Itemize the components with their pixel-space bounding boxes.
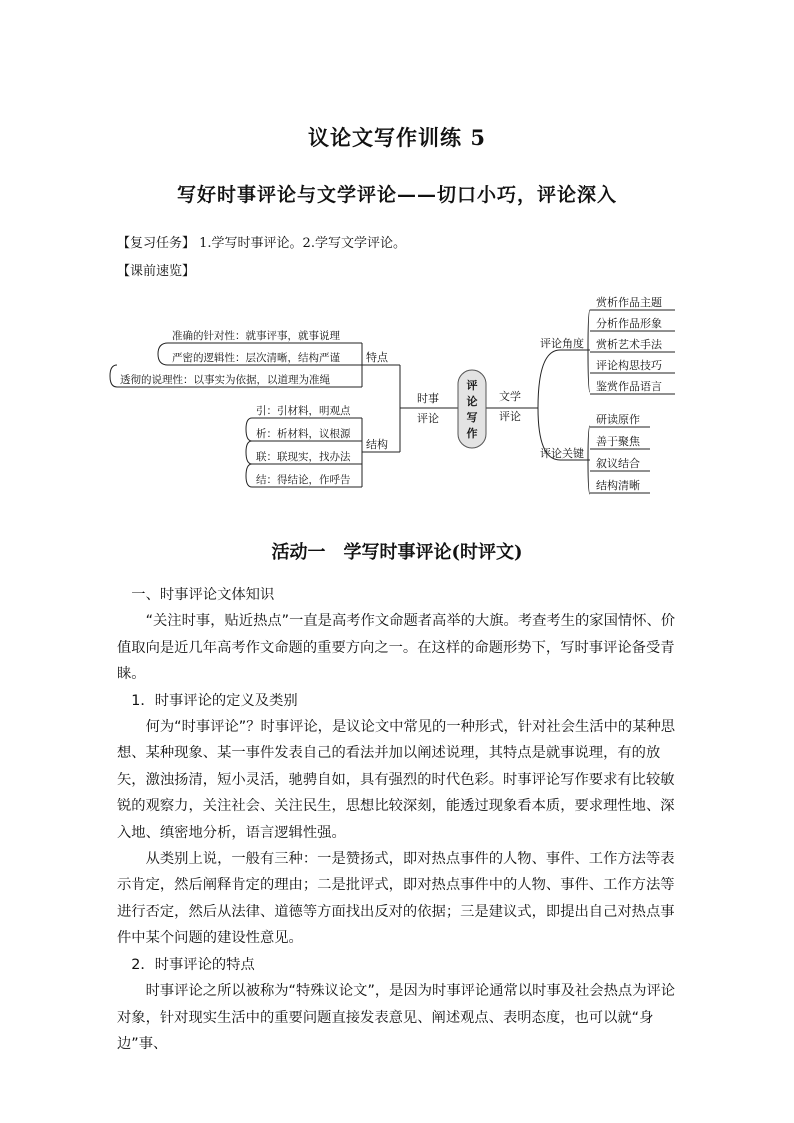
key-4: 结构清晰	[596, 479, 640, 492]
paragraph-1: “关注时事，贴近热点”一直是高考作文命题者高举的大旗。考查考生的家国情怀、价值取向是近几年高考作文命题的重要方向之一。在这样的命题形势下，写时事评论备受青睐。	[117, 613, 676, 683]
key-label: 评论关键	[540, 447, 584, 460]
document-subtitle: 写好时事评论与文学评论——切口小巧，评论深入	[176, 184, 617, 206]
structure-2: 析：析材料，议根源	[256, 428, 351, 440]
paragraph-2: 何为“时事评论”？时事评论，是议论文中常见的一种形式，针对社会生活中的某种思想、某种现象、某一事件发表自己的看法并加以阐述说理，其特点是就事说理，有的放矢，激浊扬清，短小灵活，驰骋自如，具有强烈的时代色彩。时事评论写作要求有比较敏锐的观察力，关注社会、关注民生，思想比较深刻，能透过现象看本质，要求理性地、深入地、缜密地分析，语言逻辑性强。	[117, 719, 676, 841]
paragraph-4: 时事评论之所以被称为“特殊议论文”，是因为时事评论通常以时事及社会热点为评论对象，针对现实生活中的重要问题直接发表意见、阐述观点、表明态度，也可以就“身边”事、	[117, 983, 676, 1052]
preview-tag: 【课前速览】	[117, 264, 196, 279]
structure-label: 结构	[366, 438, 388, 451]
angle-label: 评论角度	[540, 337, 584, 350]
right-branch-line2: 评论	[499, 410, 521, 423]
left-branch-line1: 时事	[417, 392, 439, 405]
angle-1: 赏析作品主题	[596, 296, 662, 309]
center-char-3: 写	[466, 411, 478, 424]
key-2: 善于聚焦	[596, 435, 640, 448]
section-2-heading: 1．时事评论的定义及类别	[131, 692, 298, 709]
key-3: 叙议结合	[596, 457, 640, 470]
features-label: 特点	[366, 351, 388, 364]
structure-4: 结：得结论，作呼告	[256, 474, 351, 486]
activity-body	[117, 582, 681, 1057]
center-char-2: 论	[466, 395, 478, 408]
feature-3: 透彻的说理性：以事实为依据，以道理为准绳	[120, 374, 330, 386]
key-1: 研读原作	[596, 413, 640, 426]
activity-heading: 活动一 学写时事评论(时评文)	[271, 542, 523, 563]
left-branch-line2: 评论	[417, 412, 439, 425]
feature-2: 严密的逻辑性：层次清晰，结构严谨	[172, 352, 340, 364]
structure-3: 联：联现实，找办法	[256, 451, 351, 463]
section-1-heading: 一、时事评论文体知识	[131, 587, 275, 603]
right-branch-line1: 文学	[499, 390, 521, 403]
angle-5: 鉴赏作品语言	[596, 380, 662, 393]
angle-3: 赏析艺术手法	[596, 338, 662, 351]
center-char-1: 评	[466, 379, 478, 392]
angle-2: 分析作品形象	[596, 317, 662, 330]
paragraph-3: 从类别上说，一般有三种：一是赞扬式，即对热点事件的人物、事件、工作方法等表示肯定，然后阐释肯定的理由；二是批评式，即对热点事件中的人物、事件、工作方法等进行否定，然后从法律、道德等方面找出反对的依据；三是建议式，即提出自己对热点事件中某个问题的建设性意见。	[117, 851, 675, 947]
mind-map	[0, 0, 794, 520]
feature-1: 准确的针对性：就事评事，就事说理	[172, 330, 340, 342]
document-title: 议论文写作训练 5	[308, 125, 486, 150]
center-char-4: 作	[466, 427, 478, 440]
structure-1: 引：引材料，明观点	[256, 405, 351, 417]
review-task-tag: 【复习任务】	[117, 236, 196, 251]
angle-4: 评论构思技巧	[596, 359, 662, 372]
section-3-heading: 2．时事评论的特点	[131, 956, 255, 973]
review-task-text: 1.学写时事评论。2.学写文学评论。	[199, 236, 406, 251]
